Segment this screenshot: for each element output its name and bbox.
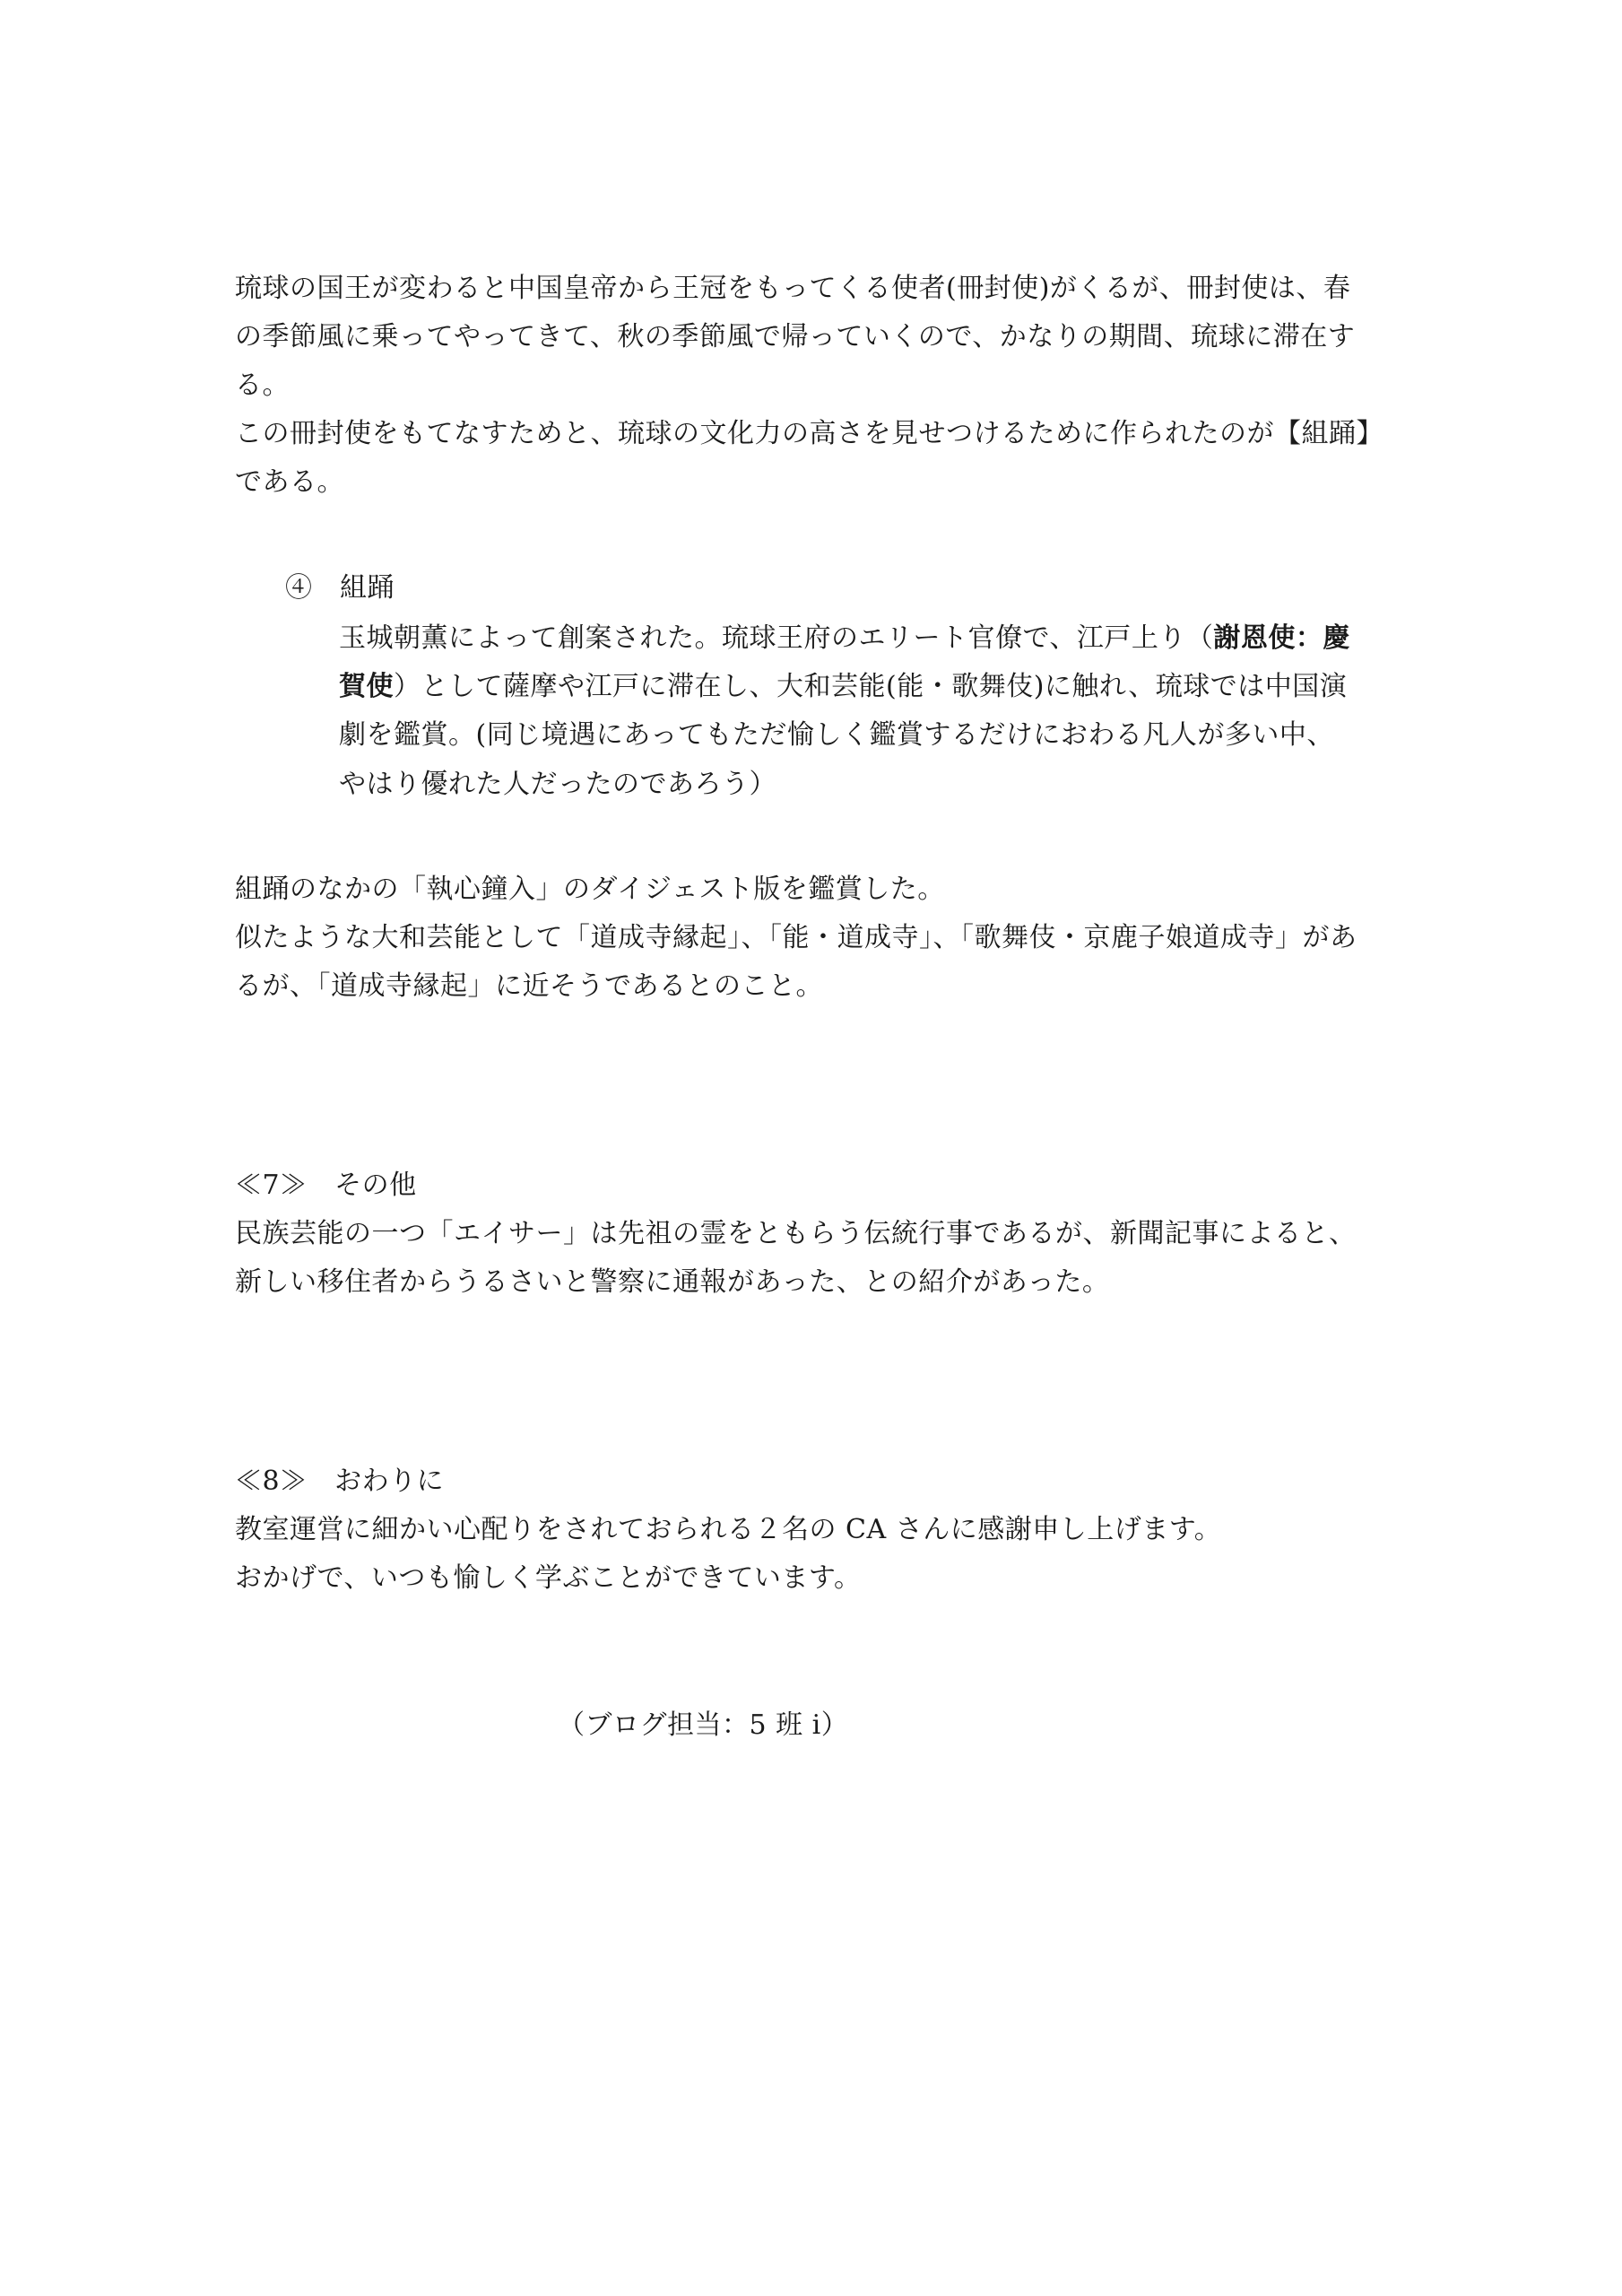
section4-heading: [285, 570, 1478, 606]
intro-line-1: 琉球の国王が変わると中国皇帝から王冠をもってくる使者(冊封使)がくるが、冊封使は、春: [235, 273, 1351, 304]
section4-line-2: [339, 669, 1427, 705]
section4-line-3: 劇を鑑賞。(同じ境遇にあってもただ愉しく鑑賞するだけにおわる凡人が多い中、: [339, 719, 1334, 751]
section4-line-1-text: 玉城朝薫によって創案された。琉球王府のエリート官僚で、江戸上り（: [339, 622, 1214, 654]
section8-line-2: おかげで、いつも愉しく学ぶことができています。: [235, 1562, 862, 1594]
section7-line-2: 新しい移住者からうるさいと警察に通報があった、との紹介があった。: [235, 1266, 1110, 1298]
section4-number: ④: [285, 572, 313, 604]
section4-line-1: [339, 621, 1427, 657]
intro-line-3: る。: [235, 370, 290, 401]
section8-heading: ≪8≫ おわりに: [235, 1465, 445, 1497]
kumiodori-line-3: るが、「道成寺縁起」に近そうであるとのこと。: [235, 970, 823, 1002]
section7-heading: ≪7≫ その他: [235, 1170, 417, 1201]
section7-line-1: 民族芸能の一つ「エイサー」は先祖の霊をともらう伝統行事であるが、新聞記事によると、: [235, 1218, 1357, 1249]
blog-signature: （ブログ担当：5 班 i）: [558, 1709, 849, 1741]
section4-line-4: やはり優れた人だったのであろう）: [339, 769, 776, 800]
section4-line-2-text: ）として薩摩や江戸に滞在し、大和芸能(能・歌舞伎)に触れ、琉球では中国演: [394, 671, 1348, 702]
kumiodori-line-2: 似たような大和芸能として「道成寺縁起」、「能・道成寺」、「歌舞伎・京鹿子娘道成寺」があ: [235, 922, 1357, 953]
intro-line-5: である。: [235, 466, 344, 498]
section4-line-2-bold: 賀使: [339, 671, 394, 702]
intro-line-4: この冊封使をもてなすためと、琉球の文化力の高さを見せつけるために作られたのが【組踊】: [235, 418, 1383, 449]
section8-line-1: 教室運営に細かい心配りをされておられる２名の CA さんに感謝申し上げます。: [235, 1514, 1222, 1545]
intro-line-2: の季節風に乗ってやってきて、秋の季節風で帰っていくので、かなりの期間、琉球に滞在す: [235, 321, 1356, 352]
section4-line-1-bold: 謝恩使：慶: [1213, 622, 1350, 654]
kumiodori-line-1: 組踊のなかの「執心鐘入」のダイジェスト版を鑑賞した。: [235, 874, 945, 905]
section4-title: 組踊: [340, 572, 395, 604]
